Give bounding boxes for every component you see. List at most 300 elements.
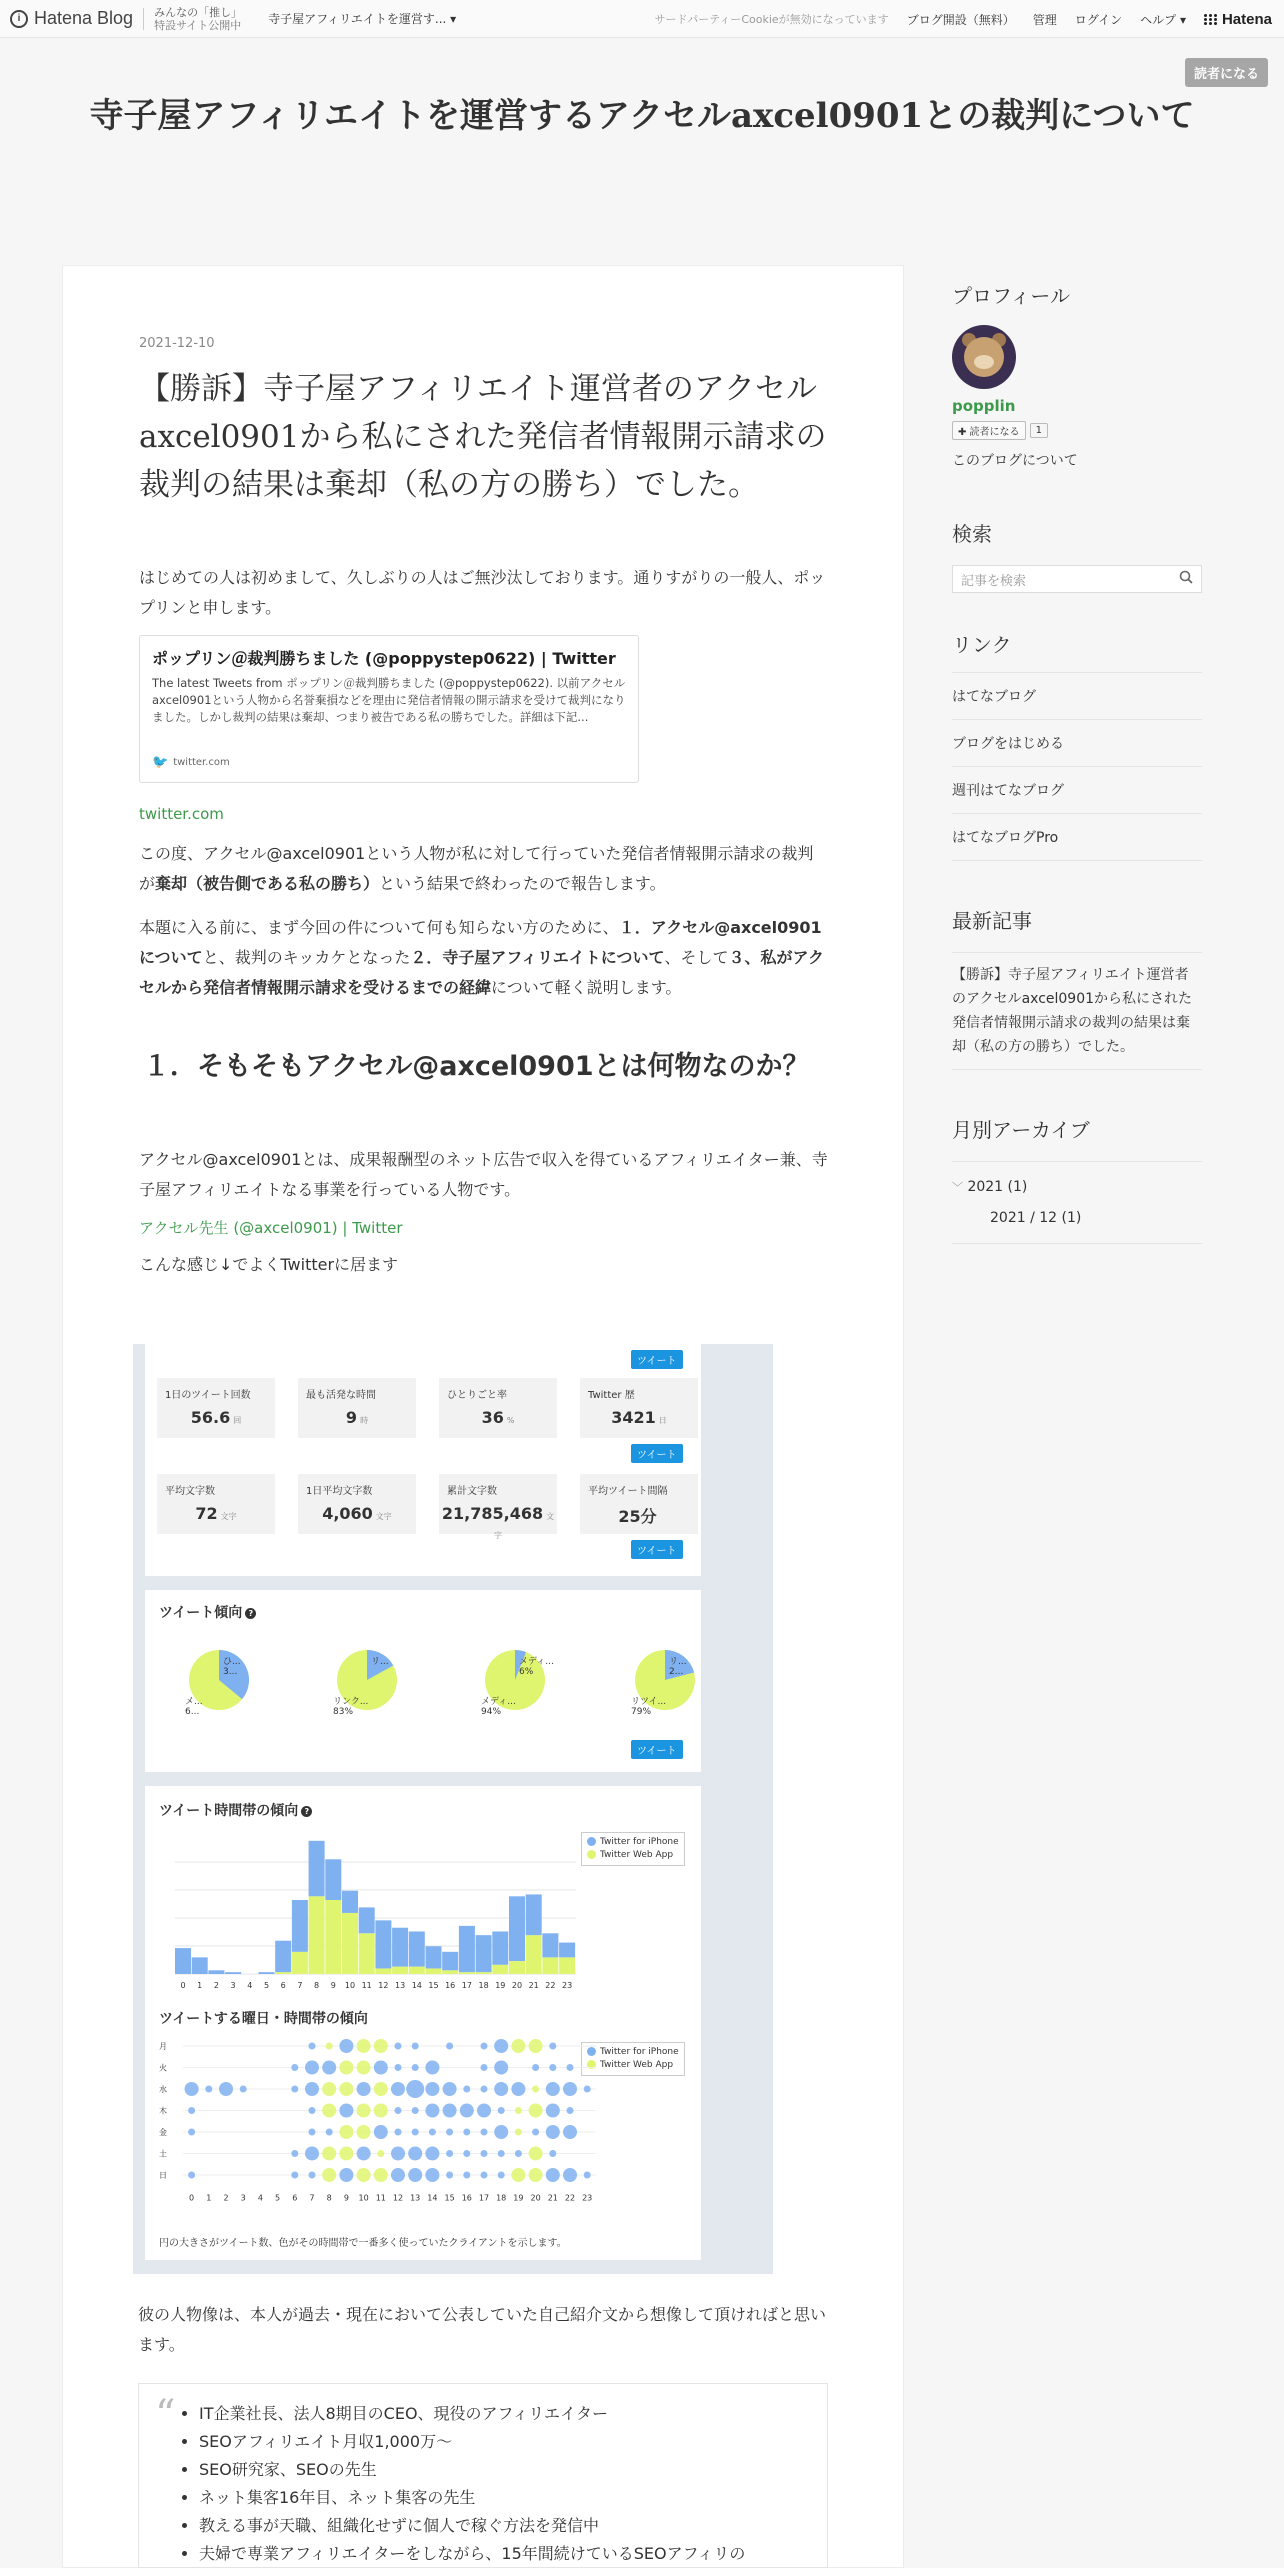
- bubble: [205, 2086, 212, 2093]
- stat-box: [157, 1378, 275, 1438]
- bubble: [395, 2107, 402, 2114]
- hour-tick-label: 3: [240, 2193, 246, 2203]
- bubble: [322, 2147, 336, 2161]
- bar-iphone: [275, 1941, 291, 1972]
- hour-tick-label: 2: [223, 2193, 229, 2203]
- hour-chart-title-text: ツイート時間帯の傾向: [159, 1803, 299, 1819]
- bubble: [446, 2043, 453, 2050]
- weekday-label: 日: [159, 2171, 167, 2180]
- x-tick-label: 10: [344, 1981, 356, 1990]
- bar-iphone: [325, 1859, 341, 1900]
- bubble: [529, 2104, 543, 2118]
- bar-web-app: [542, 1957, 558, 1974]
- bubble: [339, 2104, 353, 2118]
- pie-charts: [145, 1630, 701, 1750]
- p2-text-c: という結果で終わったので報告します。: [379, 874, 666, 893]
- x-tick-label: 23: [562, 1981, 573, 1990]
- hatena-menu[interactable]: [1204, 11, 1272, 28]
- p3-d: ２．寺子屋アフィリエイトについて: [410, 948, 665, 967]
- p3-g: について軽く説明します。: [491, 978, 682, 997]
- bubble: [511, 2082, 525, 2096]
- stat-unit: 日: [658, 1416, 667, 1425]
- bubble: [412, 2043, 419, 2050]
- bubble: [584, 2172, 591, 2179]
- stat-box: [439, 1474, 557, 1540]
- bubble: [322, 2104, 336, 2118]
- x-tick-label: 15: [428, 1981, 439, 1990]
- bubble: [463, 2129, 470, 2136]
- article-date[interactable]: 2021-12-10: [139, 336, 215, 351]
- bubble: [357, 2147, 371, 2161]
- login-link[interactable]: ログイン: [1074, 12, 1123, 27]
- hour-tick-label: 12: [392, 2193, 404, 2203]
- hour-tick-label: 7: [309, 2193, 315, 2203]
- bubble: [463, 2172, 470, 2179]
- bubble: [546, 2104, 560, 2118]
- bubble: [339, 2082, 353, 2096]
- bubble: [563, 2125, 577, 2139]
- pie-label: 6...: [185, 1707, 200, 1717]
- p3-c: と、裁判のキッカケとなった: [202, 948, 411, 967]
- bubble: [425, 2168, 439, 2182]
- bubble: [357, 2104, 371, 2118]
- recent-heading: 最新記事: [952, 911, 1032, 933]
- bar-iphone: [542, 1933, 558, 1957]
- paragraph-axcel: アクセル@axcel0901とは、成果報酬型のネット広告で収入を得ているアフィリエイター兼、寺子屋アフィリエイトなる事業を行っている人物です。: [139, 1150, 828, 1199]
- bubble: [429, 2129, 436, 2136]
- sidebar-link[interactable]: はてなブログ: [952, 672, 1202, 719]
- bar-web-app: [559, 1957, 575, 1974]
- search-heading: 検索: [952, 524, 992, 546]
- quote-item: • IT企業社長、法人8期目のCEO、現役のアフィリエイター: [199, 2400, 745, 2428]
- bubble: [357, 2039, 371, 2053]
- help-icon[interactable]: ?: [301, 1806, 312, 1817]
- p2-bold: 棄却（被告側である私の勝ち）: [155, 874, 380, 893]
- bubble: [481, 2086, 488, 2093]
- bar-iphone: [225, 1972, 241, 1974]
- bar-web-app: [375, 1968, 391, 1974]
- bubble: [412, 2064, 419, 2071]
- bubble: [395, 2129, 402, 2136]
- blog-title[interactable]: 寺子屋アフィリエイトを運営するアクセルaxcel0901との裁判について: [89, 96, 1195, 136]
- bubble: [339, 2125, 353, 2139]
- bubble: [494, 2082, 508, 2096]
- bar-iphone: [409, 1931, 425, 1966]
- tweet-trend-title-text: ツイート傾向: [159, 1605, 243, 1621]
- stat-box: [298, 1474, 416, 1534]
- twitter-embed-card[interactable]: [139, 635, 639, 783]
- pie-label: リ...: [371, 1657, 389, 1667]
- stat-box: [298, 1378, 416, 1438]
- legend-iphone-label: Twitter for iPhone: [600, 1837, 679, 1847]
- quote-item: • 教える事が天職、組織化せずに個人で稼ぐ方法を発信中: [199, 2512, 745, 2540]
- bubble: [477, 2104, 491, 2118]
- bar-iphone: [442, 1952, 458, 1971]
- legend-web-label: Twitter Web App: [600, 1850, 674, 1860]
- pie-label: リツイ...: [631, 1697, 667, 1707]
- stat-unit: 時: [360, 1416, 369, 1425]
- divider: [143, 8, 144, 30]
- bubble: [494, 2061, 508, 2075]
- bar-iphone: [342, 1891, 358, 1913]
- hour-tick-label: 17: [478, 2193, 490, 2203]
- intro-paragraph: はじめての人は初めまして、久しぶりの人はご無沙汰しております。通りすがりの一般人、ポップリンと申します。: [139, 568, 826, 617]
- bubble: [446, 2172, 453, 2179]
- bar-iphone: [259, 1972, 275, 1974]
- bar-iphone: [492, 1931, 508, 1964]
- bubble: [498, 2150, 505, 2157]
- x-tick-label: 6: [280, 1981, 286, 1990]
- bubble: [532, 2064, 539, 2071]
- hour-tick-label: 0: [189, 2193, 195, 2203]
- stat-value-number: 72: [195, 1504, 218, 1523]
- bubble: [515, 2107, 522, 2114]
- bubble: [339, 2147, 353, 2161]
- bar-web-app: [309, 1896, 325, 1974]
- p3-a: 本題に入る前に、まず今回の件について何も知らない方のために、: [139, 918, 619, 937]
- x-tick-label: 20: [511, 1981, 523, 1990]
- bubble: [291, 2172, 298, 2179]
- pie-label: ひ...: [223, 1657, 241, 1667]
- tweet-button[interactable]: ツイート: [631, 1350, 683, 1369]
- stat-value: [439, 1504, 557, 1542]
- bar-iphone: [392, 1928, 408, 1967]
- bar-iphone: [208, 1970, 224, 1974]
- bubble: [549, 2150, 556, 2157]
- bar-web-app: [392, 1967, 408, 1974]
- bubble: [322, 2168, 336, 2182]
- bar-iphone: [175, 1948, 191, 1974]
- bubble: [305, 2061, 319, 2075]
- paragraph-result: [139, 839, 829, 899]
- bubble: [185, 2082, 199, 2096]
- bubble: [339, 2168, 353, 2182]
- legend-web-label: Twitter Web App: [600, 2060, 674, 2070]
- pie-label: 83%: [333, 1707, 354, 1717]
- quote-item: • SEOアフィリエイト月収1,000万～: [199, 2428, 745, 2456]
- tweet-button[interactable]: ツイート: [631, 1540, 683, 1559]
- weekday-label: 木: [159, 2106, 167, 2116]
- pie-label: 79%: [631, 1707, 652, 1717]
- week-bubble-chart: [155, 2030, 593, 2230]
- x-tick-label: 2: [213, 1981, 219, 1990]
- bubble: [425, 2061, 439, 2075]
- admin-link[interactable]: 管理: [1032, 12, 1057, 27]
- stat-value-number: 25分: [618, 1507, 657, 1526]
- stat-label: ひとりごと率: [447, 1390, 507, 1401]
- stat-unit: 文字: [494, 1512, 555, 1540]
- bubble: [291, 2150, 298, 2157]
- stat-value-number: 21,785,468: [441, 1504, 544, 1523]
- x-tick-label: 21: [528, 1981, 539, 1990]
- bar-web-app: [509, 1961, 525, 1974]
- x-tick-label: 18: [478, 1981, 489, 1990]
- weekday-label: 水: [159, 2085, 167, 2094]
- bubble: [357, 2082, 371, 2096]
- hour-tick-label: 23: [582, 2193, 593, 2203]
- bubble: [188, 2172, 195, 2179]
- archive-list: [952, 1161, 1202, 1244]
- bubble: [374, 2168, 388, 2182]
- bar-iphone: [526, 1894, 542, 1935]
- bubble: [494, 2125, 508, 2139]
- hour-chart-legend: [581, 1832, 685, 1866]
- bubble: [391, 2082, 405, 2096]
- bar-web-app: [476, 1972, 492, 1974]
- bubble: [219, 2082, 233, 2096]
- pie-label: メディ...: [481, 1697, 516, 1707]
- article: [139, 336, 829, 1280]
- stat-unit: 文字: [220, 1512, 237, 1521]
- bubble: [546, 2168, 560, 2182]
- hour-tick-label: 19: [513, 2193, 524, 2203]
- bar-iphone: [559, 1943, 575, 1958]
- sidebar-subscribe-button[interactable]: ✚ 読者になる: [952, 421, 1026, 440]
- subscribe-button[interactable]: 読者になる: [1185, 58, 1268, 87]
- avatar[interactable]: [952, 325, 1016, 389]
- x-tick-label: 14: [411, 1981, 422, 1990]
- bubble: [408, 2168, 422, 2182]
- stat-value-number: 36: [481, 1408, 504, 1427]
- archive-year-label: 2021 (1): [967, 1179, 1028, 1195]
- hour-tick-label: 9: [343, 2193, 349, 2203]
- legend-iphone-swatch: [587, 1837, 596, 1846]
- bubble: [391, 2147, 405, 2161]
- sidebar-link[interactable]: ブログをはじめる: [952, 719, 1202, 766]
- bar-iphone: [426, 1946, 442, 1968]
- x-tick-label: 22: [545, 1981, 556, 1990]
- legend-web-swatch: [587, 1850, 596, 1859]
- bubble: [532, 2086, 539, 2093]
- stat-label: 1日平均文字数: [306, 1486, 373, 1497]
- sidebar-link[interactable]: 週刊はてなブログ: [952, 766, 1202, 813]
- hour-chart-title: [159, 1800, 312, 1820]
- weekday-label: 月: [159, 2042, 167, 2051]
- bubble: [412, 2107, 419, 2114]
- hour-tick-label: 8: [326, 2193, 332, 2203]
- weekday-label: 火: [159, 2063, 167, 2073]
- x-tick-label: 17: [461, 1981, 472, 1990]
- archive-month[interactable]: 2021 / 12 (1): [990, 1210, 1082, 1226]
- week-chart-title: ツイートする曜日・時間帯の傾向: [159, 2011, 368, 2027]
- hour-bar-chart: [155, 1826, 585, 1996]
- profile-name[interactable]: popplin: [952, 397, 1016, 415]
- bubble: [240, 2086, 247, 2093]
- stat-box: [580, 1378, 698, 1438]
- recent-entry-link[interactable]: 【勝訴】寺子屋アフィリエイト運営者のアクセルaxcel0901から私にされた発信者情報開示請求の裁判の結果は棄却（私の方の勝ち）でした。: [952, 952, 1202, 1070]
- bubble: [326, 2043, 333, 2050]
- bubble: [443, 2082, 457, 2096]
- stat-label: 平均ツイート間隔: [588, 1486, 668, 1497]
- bubble: [549, 2064, 556, 2071]
- bubble: [584, 2086, 591, 2093]
- stat-value: [439, 1408, 557, 1427]
- week-chart-caption: 円の大きさがツイート数、色がその時間帯で一番多く使っていたクライアントを示します。: [159, 2238, 567, 2249]
- x-tick-label: 5: [263, 1981, 270, 1990]
- embed-description: The latest Tweets from ポップリン＠裁判勝ちました (@poppystep0622). 以前アクセルaxcel0901という人物から名誉棄損などを理由に発信者情報の開示請求を受けて裁判になりました。しかし裁判の結果は棄却、つまり被告である私の勝ちでした。詳細は下記...: [152, 676, 626, 724]
- bar-iphone: [292, 1900, 308, 1952]
- tweet-button[interactable]: ツイート: [631, 1740, 683, 1759]
- bubble: [377, 2150, 384, 2157]
- x-tick-label: 16: [445, 1981, 456, 1990]
- bubble: [188, 2107, 195, 2114]
- hour-tick-label: 15: [444, 2193, 455, 2203]
- bubble: [339, 2039, 353, 2053]
- axcel-twitter-link[interactable]: アクセル先生 (@axcel0901) | Twitter: [139, 1219, 403, 1237]
- bubble: [515, 2129, 522, 2136]
- bubble: [563, 2168, 577, 2182]
- bubble: [481, 2150, 488, 2157]
- pie-label: リ...: [669, 1657, 687, 1667]
- x-tick-label: 12: [378, 1981, 389, 1990]
- bubble: [494, 2039, 508, 2053]
- quote-item: • 夫婦で専業アフィリエイターをしながら、15年間続けているSEOアフィリの: [199, 2540, 745, 2568]
- oshi-line1: みんなの「推し」: [154, 5, 243, 19]
- search-placeholder: 記事を検索: [961, 573, 1027, 589]
- stat-value-number: 3421: [611, 1408, 656, 1427]
- section-heading-1: １．そもそもアクセル@axcel0901とは何物なのか？: [143, 1051, 810, 1082]
- hour-tick-label: 11: [375, 2193, 386, 2203]
- bubble: [309, 2172, 316, 2179]
- bar-web-app: [325, 1900, 341, 1974]
- x-tick-label: 7: [297, 1981, 303, 1990]
- bubble: [563, 2082, 577, 2096]
- x-tick-label: 9: [330, 1981, 336, 1990]
- hour-tick-label: 14: [427, 2193, 438, 2203]
- bubble: [374, 2104, 388, 2118]
- legend-iphone: [587, 2046, 679, 2059]
- profile-quote: [138, 2383, 828, 2568]
- bubble: [481, 2172, 488, 2179]
- legend-iphone-swatch: [587, 2047, 596, 2056]
- tweet-time-panel: [145, 1786, 701, 2260]
- bubble: [374, 2039, 388, 2053]
- stat-label: 平均文字数: [165, 1486, 215, 1497]
- bubble: [546, 2125, 560, 2139]
- subscriber-count[interactable]: 1: [1030, 423, 1048, 438]
- stat-box: [157, 1474, 275, 1534]
- stat-value: [157, 1408, 275, 1427]
- legend-web: [587, 1849, 679, 1862]
- bar-web-app: [292, 1952, 308, 1974]
- oshi-line2: 特設サイト公開中: [154, 18, 242, 32]
- bubble: [446, 2129, 453, 2136]
- bubble: [357, 2061, 371, 2075]
- bar-web-app: [342, 1913, 358, 1974]
- p2-text-a: この度、アクセル@axcel0901という人物が私に対して行っていた発信者情報開示請求の裁判が: [139, 844, 814, 893]
- week-chart-legend: [581, 2042, 685, 2076]
- bar-web-app: [492, 1965, 508, 1974]
- bubble: [425, 2147, 439, 2161]
- stat-unit: 回: [233, 1416, 242, 1425]
- bubble: [546, 2082, 560, 2096]
- global-header: [0, 0, 1284, 38]
- bubble: [188, 2129, 195, 2136]
- stat-value-number: 9: [345, 1408, 358, 1427]
- bubble: [498, 2107, 505, 2114]
- bubble: [305, 2082, 319, 2096]
- stat-label: 1日のツイート回数: [165, 1390, 251, 1401]
- help-icon[interactable]: ?: [245, 1608, 256, 1619]
- bubble: [529, 2039, 543, 2053]
- bubble: [460, 2104, 474, 2118]
- weekday-label: 金: [159, 2128, 167, 2137]
- twitter-link[interactable]: twitter.com: [139, 805, 224, 823]
- x-tick-label: 19: [495, 1981, 506, 1990]
- quote-item: • ネット集客16年目、ネット集客の先生: [199, 2484, 745, 2512]
- oshi-promo[interactable]: [154, 6, 242, 32]
- entry-title[interactable]: 【勝訴】寺子屋アフィリエイト運営者のアクセルaxcel0901から私にされた発信者情報開示請求の裁判の結果は棄却（私の方の勝ち）でした。: [139, 371, 827, 503]
- bubble: [529, 2168, 543, 2182]
- profile-heading: プロフィール: [952, 286, 1070, 308]
- bubble: [515, 2150, 522, 2157]
- start-blog-link[interactable]: ブログ開設（無料）: [906, 12, 1015, 27]
- bubble: [529, 2147, 543, 2161]
- bubble: [339, 2061, 353, 2075]
- bubble: [309, 2129, 316, 2136]
- stat-value-number: 4,060: [322, 1504, 373, 1523]
- legend-iphone-label: Twitter for iPhone: [600, 2047, 679, 2057]
- sidebar: [952, 280, 1202, 1244]
- x-tick-label: 3: [230, 1981, 236, 1990]
- tweet-button[interactable]: ツイート: [631, 1444, 683, 1463]
- bubble: [446, 2150, 453, 2157]
- hatena-label: Hatena: [1221, 10, 1272, 28]
- sidebar-link[interactable]: はてなブログPro: [952, 813, 1202, 861]
- bar-web-app: [459, 1972, 475, 1974]
- help-menu[interactable]: ヘルプ ▾: [1140, 12, 1186, 27]
- cookie-notice[interactable]: サードパーティーCookieが無効になっています: [654, 13, 889, 26]
- bubble: [443, 2104, 457, 2118]
- bubble: [511, 2039, 525, 2053]
- hatena-logo-icon: i: [10, 10, 28, 28]
- bubble: [425, 2104, 439, 2118]
- hour-tick-label: 22: [564, 2193, 576, 2203]
- p3-e: 、そして: [664, 948, 729, 967]
- search-input[interactable]: [952, 565, 1202, 593]
- x-tick-label: 4: [247, 1981, 253, 1990]
- bar-web-app: [275, 1972, 291, 1974]
- bar-web-app: [442, 1970, 458, 1974]
- bar-iphone: [192, 1957, 208, 1974]
- quote-item: • SEO研究家、SEOの先生: [199, 2456, 745, 2484]
- links-heading: リンク: [952, 635, 1012, 657]
- bubble: [322, 2061, 336, 2075]
- bubble: [463, 2086, 470, 2093]
- hour-tick-label: 5: [275, 2193, 281, 2203]
- hour-tick-label: 4: [257, 2193, 263, 2203]
- chevron-down-icon[interactable]: ﹀: [952, 1181, 963, 1194]
- bubble: [374, 2061, 388, 2075]
- blog-menu[interactable]: 寺子屋アフィリエイトを運営す... ▾: [268, 12, 457, 26]
- archive-year[interactable]: [952, 1172, 1202, 1203]
- x-tick-label: 13: [395, 1981, 406, 1990]
- stat-value-number: 56.6: [190, 1408, 231, 1427]
- pie-label: 2...: [669, 1667, 684, 1677]
- about-link[interactable]: このブログについて: [952, 453, 1078, 469]
- bubble: [412, 2129, 419, 2136]
- x-tick-label: 0: [180, 1981, 186, 1990]
- bubble: [391, 2168, 405, 2182]
- hatena-blog-logo[interactable]: [10, 8, 133, 29]
- bubble: [532, 2129, 539, 2136]
- bubble: [291, 2086, 298, 2093]
- bubble: [291, 2064, 298, 2071]
- bar-web-app: [426, 1968, 442, 1974]
- bar-web-app: [409, 1967, 425, 1974]
- bar-web-app: [359, 1933, 375, 1974]
- search-icon[interactable]: [1179, 570, 1193, 588]
